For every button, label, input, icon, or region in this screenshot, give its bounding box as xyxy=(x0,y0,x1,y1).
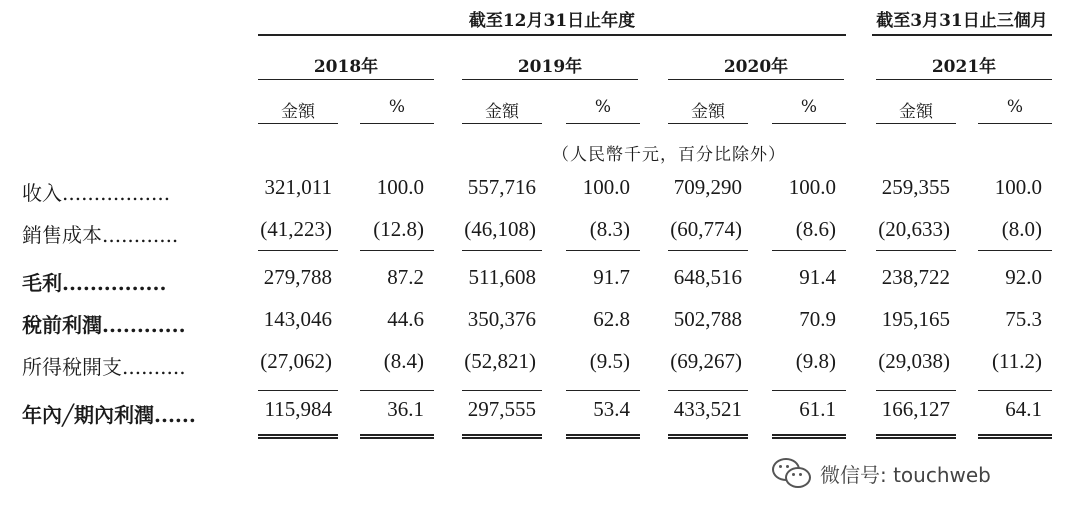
cell-gross-profit-pct-2021: 92.0 xyxy=(1005,265,1042,289)
cell-profit-before-tax-amount-2020: 502,788 xyxy=(673,307,742,331)
col-rule-amount-2018 xyxy=(258,123,338,124)
year-header-2020: 2020年 xyxy=(723,57,789,77)
col-rule-amount-2021 xyxy=(876,123,956,124)
col-amount-2020: 金額 xyxy=(691,102,725,122)
col-pct-2018: % xyxy=(388,97,406,117)
col-amount-2019: 金額 xyxy=(485,102,519,122)
col-pct-2021: % xyxy=(1006,97,1024,117)
cell-revenue-pct-2018: 100.0 xyxy=(376,175,424,199)
cell-income-tax-expense-amount-2018: (27,062) xyxy=(260,349,332,373)
cell-profit-before-tax-pct-2019: 62.8 xyxy=(593,307,630,331)
cell-gross-profit-pct-2020: 91.4 xyxy=(799,265,836,289)
subtotal-rule-amount-2019 xyxy=(462,250,542,251)
cell-income-tax-expense-pct-2018: (8.4) xyxy=(383,349,424,373)
period-header-full-year: 截至12月31日止年度 xyxy=(468,11,636,31)
tax-rule-amount-2018 xyxy=(258,390,338,391)
cell-profit-for-period-pct-2021: 64.1 xyxy=(1005,397,1042,421)
cell-revenue-pct-2020: 100.0 xyxy=(788,175,836,199)
year-rule-2020 xyxy=(668,79,844,80)
cell-profit-before-tax-amount-2021: 195,165 xyxy=(881,307,950,331)
cell-cost-of-sales-amount-2019: (46,108) xyxy=(464,217,536,241)
cell-income-tax-expense-pct-2019: (9.5) xyxy=(589,349,630,373)
subtotal-rule-pct-2021 xyxy=(978,250,1052,251)
cell-cost-of-sales-pct-2020: (8.6) xyxy=(795,217,836,241)
cell-revenue-amount-2018: 321,011 xyxy=(264,175,332,199)
col-rule-amount-2020 xyxy=(668,123,748,124)
cell-gross-profit-amount-2020: 648,516 xyxy=(673,265,742,289)
cell-cost-of-sales-pct-2019: (8.3) xyxy=(589,217,630,241)
row-label-cost-of-sales: 銷售成本............ xyxy=(22,223,179,247)
cell-cost-of-sales-pct-2021: (8.0) xyxy=(1001,217,1042,241)
cell-profit-for-period-amount-2020: 433,521 xyxy=(673,397,742,421)
cell-profit-before-tax-pct-2020: 70.9 xyxy=(799,307,836,331)
col-rule-pct-2018 xyxy=(360,123,434,124)
cell-profit-for-period-pct-2019: 53.4 xyxy=(593,397,630,421)
col-pct-2020: % xyxy=(800,97,818,117)
cell-profit-for-period-pct-2018: 36.1 xyxy=(387,397,424,421)
cell-cost-of-sales-amount-2020: (60,774) xyxy=(670,217,742,241)
cell-profit-for-period-amount-2019: 297,555 xyxy=(467,397,536,421)
total-double-rule-pct-2018 xyxy=(360,434,434,439)
tax-rule-pct-2021 xyxy=(978,390,1052,391)
cell-revenue-pct-2019: 100.0 xyxy=(582,175,630,199)
row-label-profit-for-period: 年內╱期內利潤...... xyxy=(22,403,196,427)
period-header-full-year-rule xyxy=(258,34,846,36)
subtotal-rule-amount-2020 xyxy=(668,250,748,251)
col-rule-amount-2019 xyxy=(462,123,542,124)
watermark xyxy=(772,458,991,488)
cell-income-tax-expense-pct-2021: (11.2) xyxy=(992,349,1042,373)
year-rule-2018 xyxy=(258,79,434,80)
year-header-2021: 2021年 xyxy=(931,57,997,77)
cell-gross-profit-amount-2021: 238,722 xyxy=(881,265,950,289)
total-double-rule-pct-2019 xyxy=(566,434,640,439)
tax-rule-amount-2020 xyxy=(668,390,748,391)
col-amount-2021: 金額 xyxy=(899,102,933,122)
col-rule-pct-2020 xyxy=(772,123,846,124)
period-header-three-months: 截至3月31日止三個月 xyxy=(876,11,1048,31)
tax-rule-amount-2019 xyxy=(462,390,542,391)
period-header-three-months-rule xyxy=(872,34,1052,36)
total-double-rule-pct-2020 xyxy=(772,434,846,439)
tax-rule-pct-2019 xyxy=(566,390,640,391)
col-amount-2018: 金額 xyxy=(281,102,315,122)
cell-income-tax-expense-amount-2021: (29,038) xyxy=(878,349,950,373)
cell-income-tax-expense-amount-2019: (52,821) xyxy=(464,349,536,373)
total-double-rule-amount-2019 xyxy=(462,434,542,439)
cell-profit-for-period-amount-2021: 166,127 xyxy=(881,397,950,421)
cell-revenue-amount-2019: 557,716 xyxy=(467,175,536,199)
watermark-text: 微信号: touchweb xyxy=(820,462,991,487)
tax-rule-pct-2020 xyxy=(772,390,846,391)
year-header-2018: 2018年 xyxy=(313,57,379,77)
subtotal-rule-amount-2018 xyxy=(258,250,338,251)
cell-revenue-pct-2021: 100.0 xyxy=(994,175,1042,199)
cell-gross-profit-amount-2019: 511,608 xyxy=(468,265,536,289)
cell-profit-for-period-amount-2018: 115,984 xyxy=(264,397,332,421)
cell-profit-before-tax-pct-2021: 75.3 xyxy=(1005,307,1042,331)
cell-profit-for-period-pct-2020: 61.1 xyxy=(799,397,836,421)
total-double-rule-amount-2018 xyxy=(258,434,338,439)
total-double-rule-amount-2021 xyxy=(876,434,956,439)
cell-income-tax-expense-amount-2020: (69,267) xyxy=(670,349,742,373)
row-label-revenue: 收入................. xyxy=(22,181,171,205)
cell-gross-profit-amount-2018: 279,788 xyxy=(263,265,332,289)
cell-cost-of-sales-amount-2021: (20,633) xyxy=(878,217,950,241)
subtotal-rule-amount-2021 xyxy=(876,250,956,251)
cell-gross-profit-pct-2018: 87.2 xyxy=(387,265,424,289)
year-header-2019: 2019年 xyxy=(517,57,583,77)
col-rule-pct-2021 xyxy=(978,123,1052,124)
unit-note: （人民幣千元，百分比除外） xyxy=(552,145,786,165)
col-rule-pct-2019 xyxy=(566,123,640,124)
col-pct-2019: % xyxy=(594,97,612,117)
wechat-icon xyxy=(772,458,812,488)
cell-revenue-amount-2021: 259,355 xyxy=(881,175,950,199)
cell-profit-before-tax-amount-2018: 143,046 xyxy=(263,307,332,331)
row-label-income-tax-expense: 所得稅開支.......... xyxy=(22,355,186,379)
cell-gross-profit-pct-2019: 91.7 xyxy=(593,265,630,289)
subtotal-rule-pct-2019 xyxy=(566,250,640,251)
year-rule-2019 xyxy=(462,79,638,80)
cell-cost-of-sales-pct-2018: (12.8) xyxy=(373,217,424,241)
cell-profit-before-tax-pct-2018: 44.6 xyxy=(387,307,424,331)
row-label-profit-before-tax: 稅前利潤............ xyxy=(22,313,186,337)
subtotal-rule-pct-2018 xyxy=(360,250,434,251)
cell-income-tax-expense-pct-2020: (9.8) xyxy=(795,349,836,373)
tax-rule-pct-2018 xyxy=(360,390,434,391)
cell-profit-before-tax-amount-2019: 350,376 xyxy=(467,307,536,331)
cell-revenue-amount-2020: 709,290 xyxy=(673,175,742,199)
cell-cost-of-sales-amount-2018: (41,223) xyxy=(260,217,332,241)
total-double-rule-amount-2020 xyxy=(668,434,748,439)
row-label-gross-profit: 毛利............... xyxy=(22,271,167,295)
total-double-rule-pct-2021 xyxy=(978,434,1052,439)
year-rule-2021 xyxy=(876,79,1052,80)
subtotal-rule-pct-2020 xyxy=(772,250,846,251)
tax-rule-amount-2021 xyxy=(876,390,956,391)
